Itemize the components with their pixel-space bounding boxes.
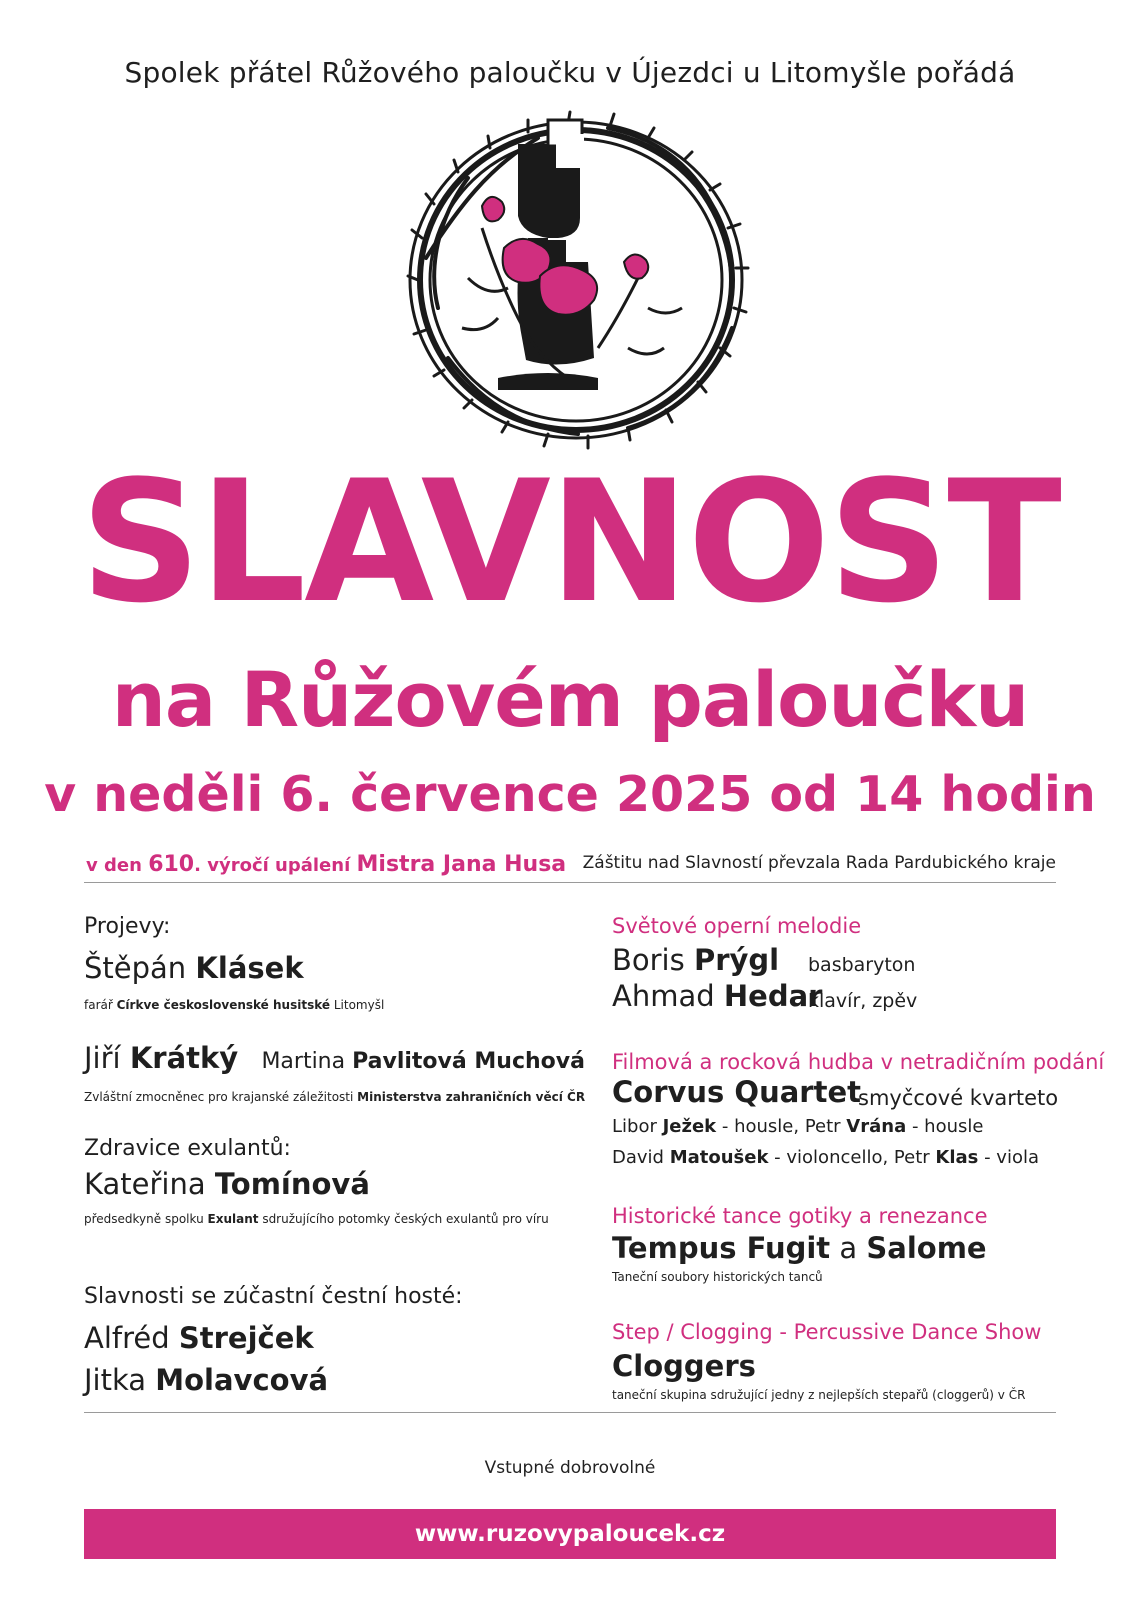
member-4-last: Klas — [935, 1147, 979, 1168]
speaker-1-note-bold: Církve československé husitské — [116, 998, 331, 1012]
speaker-3-note-post: sdružujícího potomky českých exulantů pro víru — [258, 1212, 549, 1226]
speaker-1-note-pre: farář — [84, 998, 117, 1012]
speaker-1-last: Klásek — [195, 951, 304, 985]
speaker-2b-first: Martina — [261, 1049, 353, 1074]
guest-2-first: Jitka — [84, 1363, 156, 1397]
quartet-role: smyčcové kvarteto — [858, 1086, 1059, 1110]
performer-1-last: Prýgl — [693, 943, 780, 977]
performer-2-name — [612, 980, 822, 1013]
ensemble-2: Salome — [866, 1231, 987, 1265]
event-title: SLAVNOST — [80, 444, 1060, 640]
anniversary-mid: . výročí upálení — [194, 855, 357, 876]
member-3-role: - violoncello, Petr — [768, 1147, 936, 1168]
quartet-members-1 — [612, 1112, 983, 1143]
section-step-heading: Step / Clogging - Percussive Dance Show — [612, 1320, 1042, 1344]
guest-1-name — [84, 1322, 314, 1355]
guest-2-name — [84, 1364, 328, 1397]
performer-2-first: Ahmad — [612, 979, 724, 1013]
speaker-3-note-pre: předsedkyně spolku — [84, 1212, 208, 1226]
ensemble-1: Tempus Fugit — [612, 1231, 831, 1265]
member-4-role: - viola — [978, 1147, 1039, 1168]
anniversary-name: Mistra Jana Husa — [356, 852, 567, 877]
guest-2-last: Molavcová — [155, 1363, 329, 1397]
anniversary-number: 610 — [148, 852, 195, 877]
event-date: v neděli 6. července 2025 od 14 hodin — [44, 766, 1096, 823]
member-3-last: Matoušek — [669, 1147, 769, 1168]
section-historic-heading: Historické tance gotiky a renezance — [612, 1204, 988, 1228]
speaker-1-first: Štěpán — [84, 951, 196, 985]
cloggers-name — [612, 1350, 756, 1383]
thorn-wreath-chalice-roses-emblem-icon — [398, 108, 754, 452]
speaker-3-note — [84, 1212, 549, 1226]
anniversary-line — [86, 852, 566, 877]
cloggers-note: taneční skupina sdružující jedny z nejlepších stepařů (cloggerů) v ČR — [612, 1388, 1026, 1402]
organizer-line: Spolek přátel Růžového paloučku v Újezdci u Litomyšle pořádá — [124, 56, 1016, 89]
greeting-label: Zdravice exulantů: — [84, 1136, 291, 1161]
quartet-name-text: Corvus Quartet — [612, 1075, 861, 1109]
top-divider — [84, 882, 1056, 883]
quartet-members-2 — [612, 1143, 1039, 1174]
speaker-2b-last: Pavlitová Muchová — [352, 1049, 585, 1074]
guest-1-last: Strejček — [178, 1321, 314, 1355]
performer-2-role: klavír, zpěv — [808, 990, 918, 1012]
speeches-label: Projevy: — [84, 914, 171, 939]
member-1-last: Ježek — [662, 1116, 717, 1137]
anniversary-pre: v den — [86, 855, 149, 876]
historic-ensembles — [612, 1232, 987, 1265]
speaker-2-name — [84, 1042, 585, 1075]
member-1-first: Libor — [612, 1116, 663, 1137]
speaker-3-note-bold: Exulant — [207, 1212, 259, 1226]
patronage-line: Záštitu nad Slavností převzala Rada Pardubického kraje — [582, 853, 1056, 873]
performer-1-first: Boris — [612, 943, 694, 977]
cloggers-name-text: Cloggers — [612, 1349, 756, 1383]
bottom-divider — [84, 1412, 1056, 1413]
entry-fee-note: Vstupné dobrovolné — [484, 1458, 656, 1478]
speaker-2-note — [84, 1090, 585, 1104]
performer-1-role: basbaryton — [808, 954, 916, 976]
speaker-2-last: Krátký — [129, 1041, 239, 1075]
ensemble-and: a — [830, 1231, 867, 1265]
website-link[interactable]: www.ruzovypaloucek.cz — [84, 1509, 1056, 1559]
member-1-role: - housle, Petr — [716, 1116, 847, 1137]
speaker-3-name — [84, 1168, 370, 1201]
speaker-1-note — [84, 998, 384, 1012]
event-subtitle: na Růžovém paloučku — [111, 655, 1029, 744]
performer-2-last: Hedar — [723, 979, 823, 1013]
speaker-2-first: Jiří — [84, 1041, 130, 1075]
guests-label: Slavnosti se zúčastní čestní hosté: — [84, 1284, 463, 1309]
speaker-2-note-pre: Zvláštní zmocněnec pro krajanské záležitosti — [84, 1090, 358, 1104]
speaker-1-name — [84, 952, 304, 985]
speaker-3-first: Kateřina — [84, 1167, 215, 1201]
member-3-first: David — [612, 1147, 670, 1168]
historic-note: Taneční soubory historických tanců — [612, 1270, 823, 1284]
speaker-2-note-bold: Ministerstva zahraničních věcí ČR — [357, 1090, 586, 1104]
performer-1-name — [612, 944, 779, 977]
speaker-3-last: Tomínová — [214, 1167, 370, 1201]
section-film-heading: Filmová a rocková hudba v netradičním podání — [612, 1050, 1105, 1074]
member-2-role: - housle — [906, 1116, 984, 1137]
guest-1-first: Alfréd — [84, 1321, 179, 1355]
quartet-name — [612, 1076, 861, 1109]
member-2-last: Vrána — [846, 1116, 907, 1137]
section-opera-heading: Světové operní melodie — [612, 914, 862, 938]
speaker-1-note-post: Litomyšl — [330, 998, 385, 1012]
